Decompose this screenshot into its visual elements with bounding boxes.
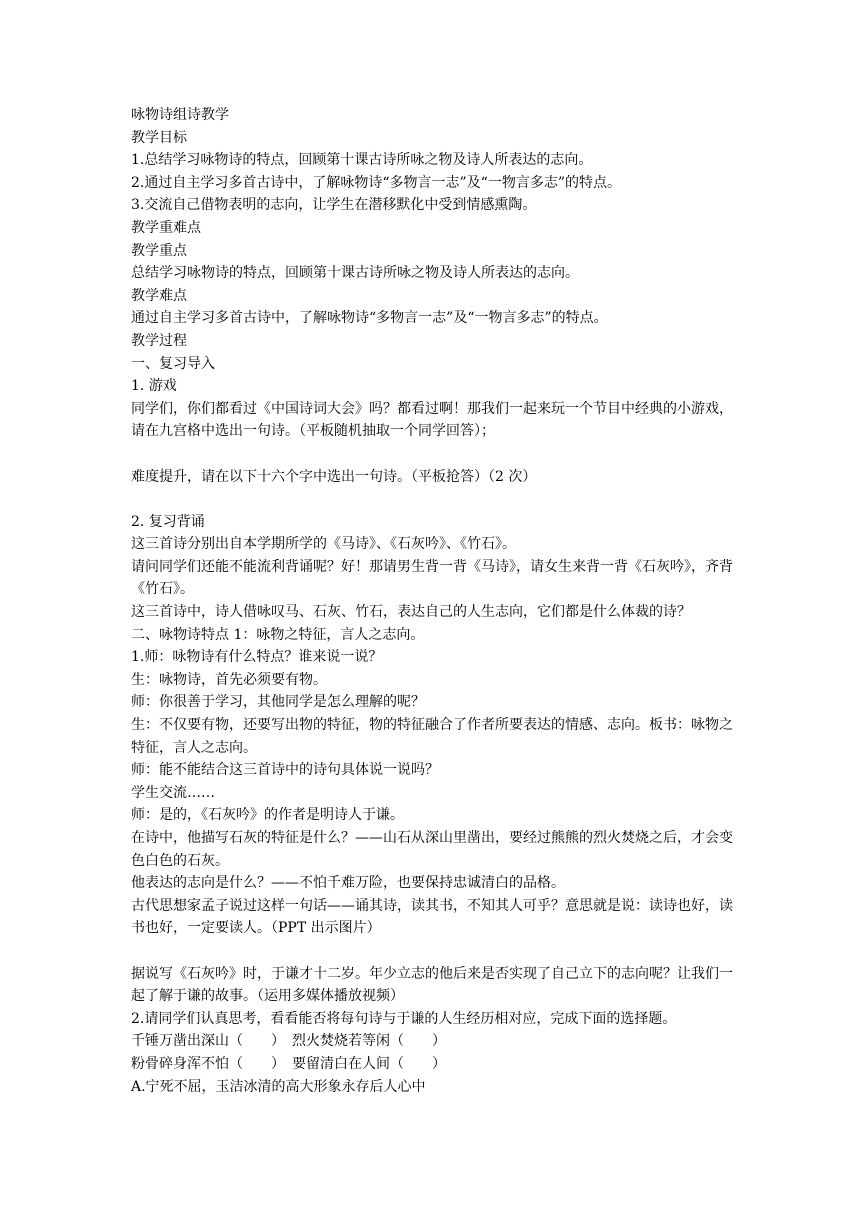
section-heading: 教学重难点 [131,219,201,236]
paragraph: 据说写《石灰吟》时，于谦才十二岁。年少立志的他后来是否实现了自己立下的志向呢？让我们一起了解于谦的故事。（运用多媒体播放视频） [131,965,733,1005]
paragraph: 师：你很善于学习，其他同学是怎么理解的呢？ [131,694,425,711]
question-line: 粉骨碎身浑不怕（ ） 要留清白在人间（ ） [131,1055,446,1072]
section-heading: 教学重点 [131,242,187,259]
paragraph: 3.交流自己借物表明的志向，让学生在潜移默化中受到情感熏陶。 [131,197,537,214]
blank-line [131,443,736,466]
paragraph: 1.师：咏物诗有什么特点？谁来说一说？ [131,649,383,666]
subsection-heading: 2. 复习背诵 [131,513,205,530]
document-body [131,104,736,1098]
paragraph: 同学们，你们都看过《中国诗词大会》吗？都看过啊！那我们一起来玩一个节目中经典的小游戏，请在九宫格中选出一句诗。（平板随机抽取一个同学回答）； [131,400,733,440]
question-line: 千锤万凿出深山（ ） 烈火焚烧若等闲（ ） [131,1033,446,1050]
answer-option: A.宁死不屈，玉洁冰清的高大形象永存后人心中 [131,1078,426,1095]
paragraph: 师：是的，《石灰吟》的作者是明诗人于谦。 [131,807,404,824]
paragraph: 他表达的志向是什么？——不怕千难万险，也要保持忠诚清白的品格。 [131,875,565,892]
section-heading: 一、复习导入 [131,355,215,372]
paragraph: 这三首诗分别出自本学期所学的《马诗》、《石灰吟》、《竹石》。 [131,536,516,553]
blank-line [131,488,736,511]
section-heading: 二、咏物诗特点 1：咏物之特征，言人之志向。 [131,626,425,643]
paragraph: 2.请同学们认真思考，看看能否将每句诗与于谦的人生经历相对应，完成下面的选择题。 [131,1010,677,1027]
subsection-heading: 1. 游戏 [131,378,177,395]
paragraph: 难度提升，请在以下十六个字中选出一句诗。（平板抢答）（2 次） [131,468,537,485]
paragraph: 生：咏物诗，首先必须要有物。 [131,671,327,688]
paragraph: 在诗中，他描写石灰的特征是什么？——山石从深山里凿出，要经过熊熊的烈火焚烧之后，才会变色白色的石灰。 [131,830,733,869]
section-heading: 教学过程 [131,332,187,349]
paragraph: 师：能不能结合这三首诗中的诗句具体说一说吗？ [131,762,439,779]
paragraph: 通过自主学习多首古诗中，了解咏物诗“多物言一志”及“一物言多志”的特点。 [131,310,608,327]
paragraph: 请问同学们还能不能流利背诵呢？好！那请男生背一背《马诗》，请女生来背一背《石灰吟》，齐背《竹石》。 [131,558,733,598]
blank-line [131,940,736,963]
paragraph: 2.通过自主学习多首古诗中，了解咏物诗“多物言一志”及“一物言多志”的特点。 [131,174,621,191]
paragraph: 学生交流…… [131,784,215,801]
section-heading: 教学目标 [131,129,187,146]
paragraph: 生：不仅要有物，还要写出物的特征，物的特征融合了作者所要表达的情感、志向。板书：咏物之特征，言人之志向。 [131,717,733,756]
paragraph: 总结学习咏物诗的特点，回顾第十课古诗所咏之物及诗人所表达的志向。 [131,265,579,282]
paragraph: 1.总结学习咏物诗的特点，回顾第十课古诗所咏之物及诗人所表达的志向。 [131,152,593,169]
paragraph: 古代思想家孟子说过这样一句话——诵其诗，读其书，不知其人可乎？意思就是说：读诗也好，读书也好，一定要读人。（PPT 出示图片） [131,897,733,937]
document-title: 咏物诗组诗教学 [131,107,229,123]
section-heading: 教学难点 [131,287,187,304]
paragraph: 这三首诗中，诗人借咏叹马、石灰、竹石，表达自己的人生志向，它们都是什么体裁的诗？ [131,604,691,621]
